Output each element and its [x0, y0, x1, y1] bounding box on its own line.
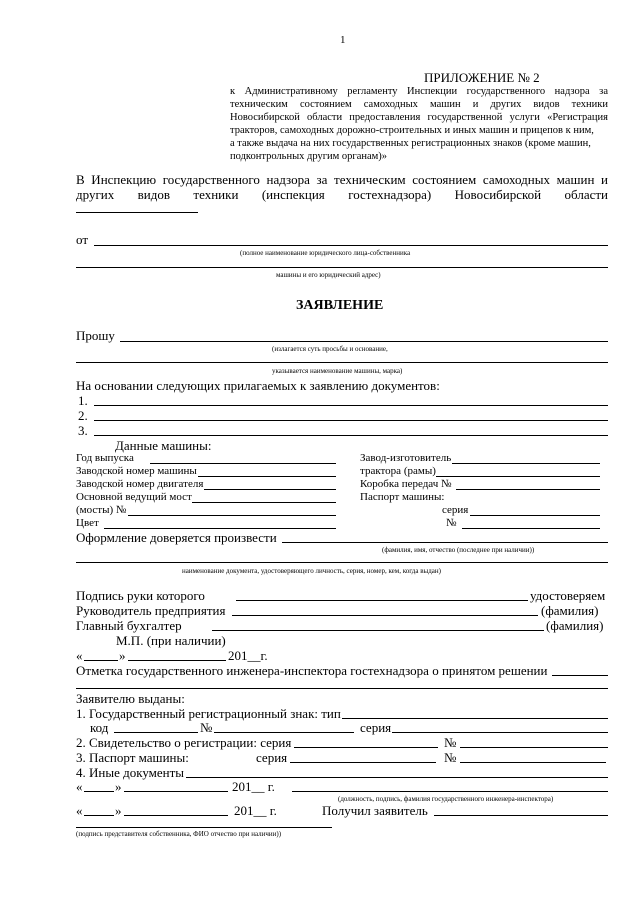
request-field-2[interactable] [76, 362, 608, 363]
issued-label: Заявителю выданы: [76, 691, 185, 706]
passport-series-label: серия [442, 504, 469, 516]
issue-day-field[interactable] [84, 791, 114, 792]
request-label: Прошу [76, 328, 115, 343]
header-line: подконтрольных другим органам)» [230, 151, 388, 162]
passport-number-label: № [446, 517, 457, 529]
page-number: 1 [340, 34, 346, 46]
date-close: » [115, 803, 122, 818]
accountant-field[interactable] [212, 630, 544, 631]
registration-label: Оформление доверяется произвести [76, 530, 277, 545]
plate-series-label: серия [360, 720, 392, 735]
signature-label: Подпись руки которого [76, 588, 205, 603]
plate-series-field[interactable] [392, 732, 608, 733]
registration-hint-1: (фамилия, имя, отчество (последнее при наличии)) [382, 546, 535, 554]
machine-field-label: Завод-изготовитель [360, 452, 452, 464]
issue-month-field[interactable] [124, 791, 228, 792]
date-open: « [76, 779, 83, 794]
applicant-hint: (подпись представителя собственника, ФИО отчество при наличии)) [76, 830, 282, 838]
passport-number-field[interactable] [462, 528, 600, 529]
registration-hint-2: наименование документа, удостоверяющего личность, серия, номер, кем, когда выдан) [182, 567, 441, 575]
date-close: » [119, 648, 126, 663]
from-field[interactable] [94, 245, 608, 246]
machine-field-label: трактора (рамы) [360, 465, 436, 477]
signature-field[interactable] [236, 600, 528, 601]
tractor-frame-field[interactable] [436, 476, 600, 477]
code-field[interactable] [114, 732, 198, 733]
certificate-number-label: № [444, 735, 457, 750]
issued-item-3: 3. Паспорт машины: [76, 750, 189, 765]
machine-field-label: Заводской номер двигателя [76, 478, 204, 490]
appendix-title: ПРИЛОЖЕНИЕ № 2 [424, 70, 540, 85]
registration-field[interactable] [282, 542, 608, 543]
head-label: Руководитель предприятия [76, 603, 226, 618]
axle-field[interactable] [192, 502, 336, 503]
inspector-signature-field[interactable] [292, 791, 608, 792]
document-number: 3. [78, 423, 88, 438]
applicant-signature-field[interactable] [434, 815, 608, 816]
receive-day-field[interactable] [84, 815, 114, 816]
received-label: Получил заявитель [322, 803, 428, 818]
plate-number-label: № [200, 720, 213, 735]
document-field-3[interactable] [94, 435, 608, 436]
issued-item-1: 1. Государственный регистрационный знак: тип [76, 706, 341, 721]
date-open: « [76, 648, 83, 663]
header-line: тракторов, самоходных дорожно-строительных и иных машин и прицепов к ним, [230, 125, 594, 136]
applicant-field-2[interactable] [76, 827, 332, 828]
registration-field-2[interactable] [76, 562, 608, 563]
recipient-line-2: других видов техники (инспекция гостехнадзора) Новосибирской области [76, 187, 608, 202]
request-hint-2: указывается наименование машины, марка) [272, 367, 403, 375]
header-line: техническим состоянием самоходных машин и других видов техники [230, 99, 608, 110]
passport-number-label-2: № [444, 750, 457, 765]
date-day-field[interactable] [84, 660, 118, 661]
certificate-series-field[interactable] [294, 747, 438, 748]
passport-series-field-2[interactable] [290, 762, 436, 763]
inspector-note: Отметка государственного инженера-инспектора гостехнадзора о принятом решении [76, 663, 548, 678]
head-field[interactable] [232, 615, 538, 616]
issued-item-2: 2. Свидетельство о регистрации: серия [76, 735, 292, 750]
code-label: код [90, 720, 109, 735]
header-line: Новосибирской области предоставления государственной услуги «Регистрация [230, 112, 608, 123]
year-field[interactable] [150, 463, 336, 464]
from-label: от [76, 232, 89, 247]
plate-type-field[interactable] [342, 718, 608, 719]
accountant-label: Главный бухгалтер [76, 618, 182, 633]
from-hint-2: машины и его юридический адрес) [276, 271, 381, 279]
appendix-header [230, 85, 608, 163]
certify-label: удостоверяем [530, 588, 606, 603]
machine-field-label: Коробка передач № [360, 478, 452, 490]
date-close: » [115, 779, 122, 794]
request-hint-1: (излагается суть просьбы и основание, [272, 345, 388, 353]
stamp-label: М.П. (при наличии) [116, 633, 226, 648]
request-field[interactable] [120, 341, 608, 342]
date-open: « [76, 803, 83, 818]
date-year: 201__г. [228, 648, 268, 663]
other-documents-field[interactable] [186, 777, 608, 778]
accountant-surname-hint: (фамилия) [546, 618, 604, 633]
engine-number-field[interactable] [204, 489, 336, 490]
from-field-2[interactable] [76, 267, 608, 268]
inspector-note-field-2[interactable] [76, 688, 608, 689]
document-number: 1. [78, 393, 88, 408]
document-field-2[interactable] [94, 420, 608, 421]
color-field[interactable] [104, 528, 336, 529]
machine-field-label: (мосты) № [76, 504, 127, 516]
plate-number-field[interactable] [214, 732, 354, 733]
receive-year: 201__ г. [234, 803, 277, 818]
recipient-underline[interactable] [76, 212, 198, 213]
receive-month-field[interactable] [124, 815, 228, 816]
inspector-hint: (должность, подпись, фамилия государственного инженера-инспектора) [338, 795, 554, 803]
machine-field-label: Год выпуска [76, 452, 134, 464]
document-number: 2. [78, 408, 88, 423]
from-hint-1: (полное наименование юридического лица-собственника [240, 249, 411, 257]
document-field-1[interactable] [94, 405, 608, 406]
form-title: ЗАЯВЛЕНИЕ [296, 298, 384, 313]
inspector-note-field[interactable] [552, 675, 608, 676]
certificate-number-field[interactable] [460, 747, 608, 748]
machine-heading: Данные машины: [115, 438, 212, 453]
recipient-line-1: В Инспекцию государственного надзора за техническим состоянием самоходных машин и [76, 172, 608, 187]
passport-number-field-2[interactable] [460, 762, 606, 763]
machine-field-label: Цвет [76, 517, 99, 529]
manufacturer-field[interactable] [452, 463, 600, 464]
passport-series-label-2: серия [256, 750, 288, 765]
machine-field-label: Основной ведущий мост [76, 491, 192, 503]
machine-field-label: Заводской номер машины [76, 465, 197, 477]
axle-number-field[interactable] [128, 515, 336, 516]
gearbox-field[interactable] [456, 489, 600, 490]
date-month-field[interactable] [128, 660, 226, 661]
issue-year: 201__ г. [232, 779, 275, 794]
issued-item-4: 4. Иные документы [76, 765, 185, 780]
header-line: а также выдача на них государственных регистрационных знаков (кроме машин, [230, 138, 591, 149]
passport-series-field[interactable] [470, 515, 600, 516]
documents-label: На основании следующих прилагаемых к заявлению документов: [76, 378, 440, 393]
head-surname-hint: (фамилия) [541, 603, 599, 618]
machine-field-label: Паспорт машины: [360, 491, 445, 503]
machine-number-field[interactable] [198, 476, 336, 477]
header-line: к Административному регламенту Инспекции государственного надзора за [230, 86, 608, 97]
